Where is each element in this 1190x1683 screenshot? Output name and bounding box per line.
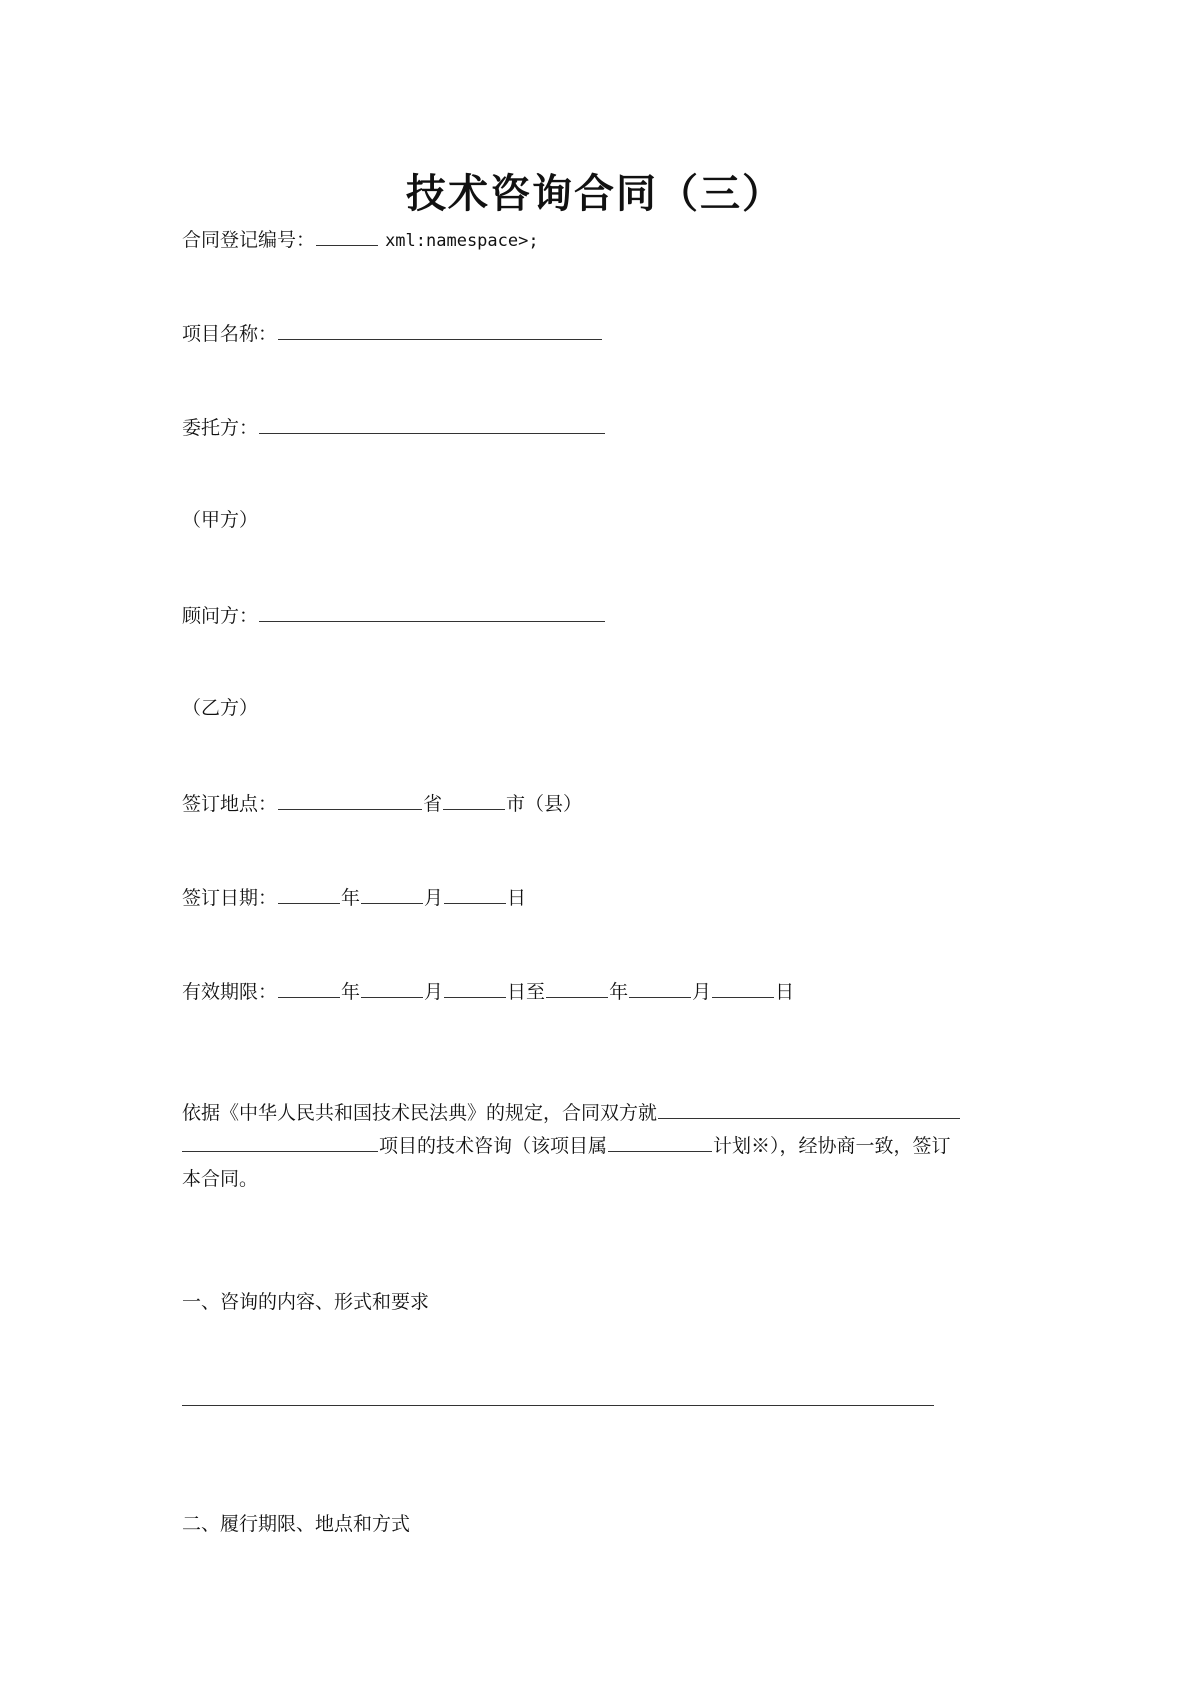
- plan-blank[interactable]: [608, 1132, 712, 1152]
- signing-place-label: 签订地点：: [182, 793, 278, 815]
- validity-start-month-blank[interactable]: [361, 978, 423, 998]
- validity-start-month-label: 月: [424, 981, 444, 1003]
- validity-label: 有效期限：: [182, 981, 278, 1003]
- validity-start-day-label: 日至: [507, 981, 546, 1003]
- page-title: 技术咨询合同（三）: [406, 171, 784, 217]
- registration-label: 合同登记编号：: [182, 229, 316, 251]
- signing-year-blank[interactable]: [278, 884, 340, 904]
- validity-start-year-blank[interactable]: [278, 978, 340, 998]
- consultant-label: 顾问方：: [182, 605, 259, 627]
- section-1-content-blank[interactable]: [182, 1405, 934, 1406]
- signing-year-label: 年: [341, 887, 361, 909]
- section-heading: 二、履行期限、地点和方式: [182, 1513, 411, 1535]
- client-label: 委托方：: [182, 417, 259, 439]
- signing-day-label: 日: [507, 887, 527, 909]
- preamble-part2: 项目的技术咨询（该项目属: [379, 1135, 608, 1157]
- project-name-line: [182, 320, 603, 346]
- registration-blank[interactable]: [316, 226, 378, 246]
- validity-end-year-label: 年: [609, 981, 629, 1003]
- preamble-project-blank-2[interactable]: [182, 1132, 378, 1152]
- preamble-part1: 依据《中华人民共和国技术民法典》的规定，合同双方就: [182, 1102, 658, 1124]
- validity-end-month-blank[interactable]: [629, 978, 691, 998]
- preamble-part3: 计划※），经协商一致，签订: [713, 1135, 951, 1157]
- preamble-line-2: [182, 1130, 961, 1163]
- client-blank[interactable]: [259, 414, 605, 434]
- city-label: 市（县）: [506, 793, 583, 815]
- client-party: （甲方）: [182, 509, 259, 531]
- province-blank[interactable]: [278, 790, 422, 810]
- signing-day-blank[interactable]: [444, 884, 506, 904]
- signing-date-label: 签订日期：: [182, 887, 278, 909]
- signing-date-line: [182, 884, 526, 910]
- validity-line: [182, 978, 794, 1004]
- preamble-line-1: [182, 1097, 961, 1130]
- signing-month-blank[interactable]: [361, 884, 423, 904]
- consultant-line: [182, 602, 606, 628]
- registration-number-line: [182, 226, 539, 253]
- consultant-blank[interactable]: [259, 602, 605, 622]
- preamble-project-blank-1[interactable]: [658, 1099, 960, 1119]
- validity-start-year-label: 年: [341, 981, 361, 1003]
- registration-value: xml:namespace>;: [385, 231, 539, 251]
- signing-month-label: 月: [424, 887, 444, 909]
- project-name-blank[interactable]: [278, 320, 602, 340]
- section-heading: 一、咨询的内容、形式和要求: [182, 1291, 430, 1313]
- consultant-party: （乙方）: [182, 697, 259, 719]
- preamble-paragraph: [182, 1097, 961, 1196]
- province-label: 省: [423, 793, 443, 815]
- validity-end-year-blank[interactable]: [546, 978, 608, 998]
- preamble-part4: 本合同。: [182, 1168, 259, 1190]
- project-name-label: 项目名称：: [182, 323, 278, 345]
- signing-place-line: [182, 790, 582, 816]
- validity-end-month-label: 月: [692, 981, 712, 1003]
- validity-start-day-blank[interactable]: [444, 978, 506, 998]
- validity-end-day-label: 日: [775, 981, 795, 1003]
- preamble-line-3: [182, 1163, 961, 1196]
- city-blank[interactable]: [443, 790, 505, 810]
- validity-end-day-blank[interactable]: [712, 978, 774, 998]
- client-line: [182, 414, 606, 440]
